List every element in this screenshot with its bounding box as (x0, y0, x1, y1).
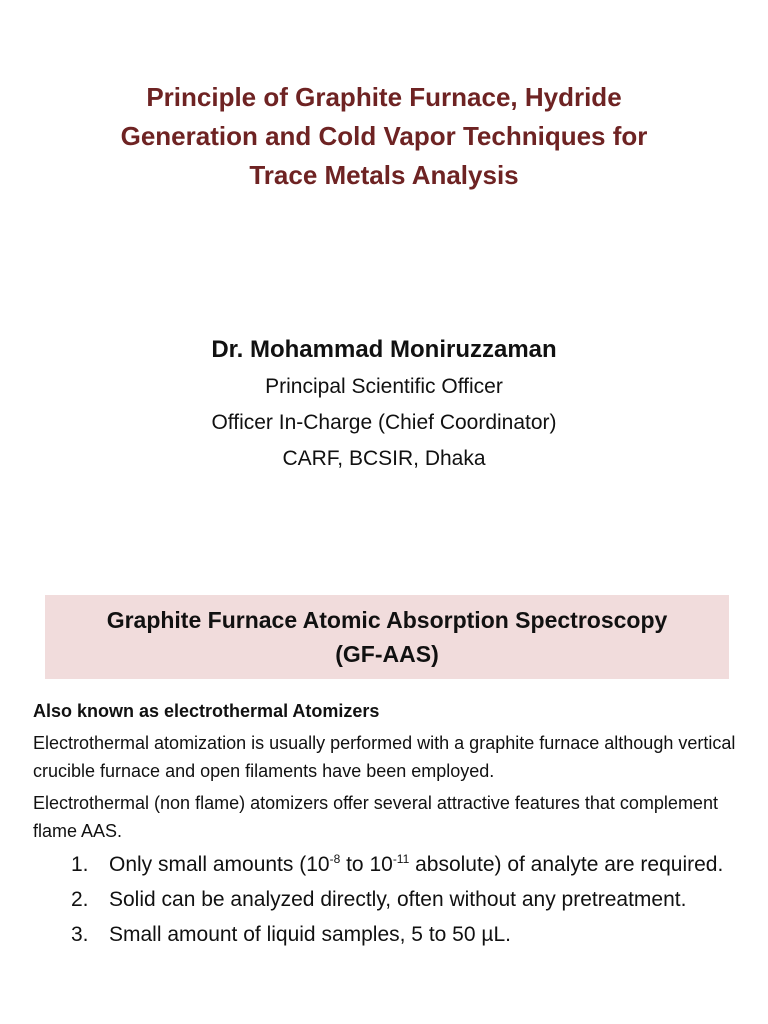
section-banner (45, 595, 729, 679)
list-text: Solid can be analyzed directly, often without any pretreatment. (109, 888, 687, 911)
content-body (33, 697, 753, 954)
title-line-1: Principle of Graphite Furnace, Hydride (146, 82, 622, 112)
list-text: Small amount of liquid samples, 5 to 50 µL. (109, 923, 511, 946)
superscript: -8 (329, 852, 341, 866)
author-name: Dr. Mohammad Moniruzzaman (211, 336, 557, 363)
banner-line-2: (GF-AAS) (335, 641, 439, 667)
title-line-3: Trace Metals Analysis (249, 160, 519, 190)
list-text-part: absolute) of analyte are required. (409, 853, 724, 876)
list-text (109, 849, 753, 880)
numbered-list (33, 849, 753, 950)
list-number: 2. (71, 888, 89, 911)
author-position: Principal Scientific Officer (265, 375, 503, 398)
paragraph-2: Electrothermal (non flame) atomizers offer several attractive features that complement flame AAS. (33, 793, 718, 841)
author-role: Officer In-Charge (Chief Coordinator) (211, 411, 557, 434)
list-number: 1. (71, 853, 89, 876)
list-text-part: to 10 (340, 853, 393, 876)
superscript: -11 (392, 852, 410, 866)
banner-line-1: Graphite Furnace Atomic Absorption Spectroscopy (106, 607, 668, 633)
section-subheading: Also known as electrothermal Atomizers (33, 701, 380, 721)
list-item (33, 919, 753, 950)
list-text-part: Only small amounts (10 (109, 853, 330, 876)
paragraph-1: Electrothermal atomization is usually performed with a graphite furnace although vertical crucible furnace and open filaments have been employed. (33, 733, 736, 781)
list-item (33, 849, 753, 880)
list-number: 3. (71, 923, 89, 946)
author-affiliation: CARF, BCSIR, Dhaka (282, 447, 486, 470)
slide-title (40, 78, 728, 195)
title-line-2: Generation and Cold Vapor Techniques for (120, 121, 648, 151)
list-item (33, 884, 753, 915)
